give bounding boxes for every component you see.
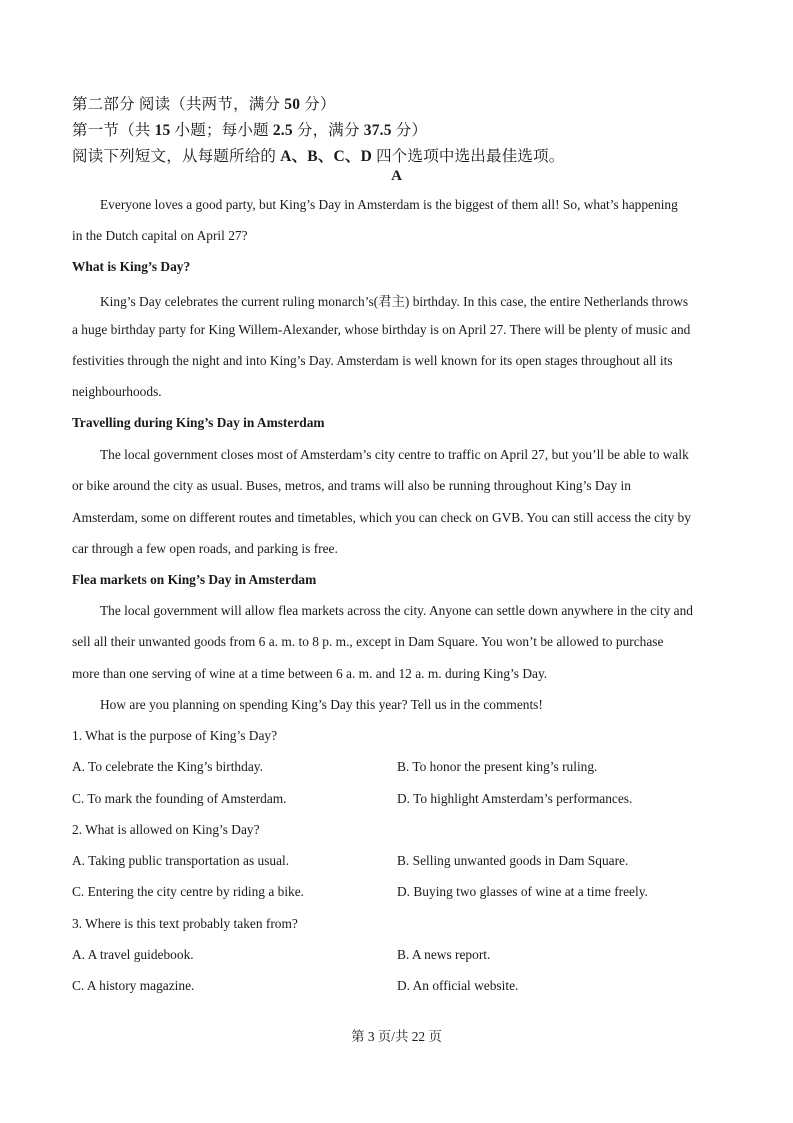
p3-line-2: sell all their unwanted goods from 6 a. m. to 8 p. m., except in Dam Square. You won’t be allowed to purchase <box>72 634 664 649</box>
part-heading-suffix: 分） <box>300 96 336 113</box>
instruction-options: A、B、C、D <box>280 148 373 165</box>
part-heading-text: 第二部分 阅读（共两节，满分 <box>72 96 285 113</box>
p2-line-3: Amsterdam, some on different routes and timetables, which you can check on GVB. You can still access the city by <box>72 510 691 525</box>
heading-flea-markets: Flea markets on King’s Day in Amsterdam <box>72 572 317 587</box>
instruction-text: 阅读下列短文，从每题所给的 <box>72 148 281 165</box>
section-per-question-score: 2.5 <box>272 122 293 139</box>
heading-travelling: Travelling during King’s Day in Amsterdam <box>72 415 325 430</box>
p1-line-3: festivities through the night and into King’s Day. Amsterdam is well known for its open stages throughout all its <box>72 353 673 368</box>
intro-line-2: in the Dutch capital on April 27? <box>72 228 248 243</box>
section-heading-text: 第一节（共 <box>72 122 155 139</box>
question-3-option-a: A. A travel guidebook. <box>72 947 194 962</box>
question-1-option-a: A. To celebrate the King’s birthday. <box>72 759 263 774</box>
section-heading <box>72 118 427 140</box>
closing-line: How are you planning on spending King’s Day this year? Tell us in the comments! <box>100 697 543 712</box>
heading-what-is-kings-day: What is King’s Day? <box>72 259 191 274</box>
part-heading <box>72 92 336 114</box>
p1-line-4: neighbourhoods. <box>72 384 162 399</box>
p2-line-4: car through a few open roads, and parking is free. <box>72 541 338 556</box>
passage-label: A <box>391 168 402 184</box>
question-2-option-d: D. Buying two glasses of wine at a time freely. <box>397 884 648 899</box>
intro-line-1: Everyone loves a good party, but King’s Day in Amsterdam is the biggest of them all! So, what’s happening <box>100 197 678 212</box>
instruction-text-2: 四个选项中选出最佳选项。 <box>372 148 565 165</box>
instruction-line <box>72 144 565 166</box>
page-number: 第 3 页/共 22 页 <box>351 1029 442 1044</box>
part-heading-score: 50 <box>284 96 301 113</box>
question-1-option-d: D. To highlight Amsterdam’s performances. <box>397 791 633 806</box>
p3-line-1: The local government will allow flea markets across the city. Anyone can settle down anywhere in the city and <box>100 603 693 618</box>
question-2-stem: 2. What is allowed on King’s Day? <box>72 822 260 837</box>
question-1-stem: 1. What is the purpose of King’s Day? <box>72 728 278 743</box>
question-1-option-c: C. To mark the founding of Amsterdam. <box>72 791 287 806</box>
p2-line-2: or bike around the city as usual. Buses, metros, and trams will also be running throughout King’s Day in <box>72 478 631 493</box>
section-heading-suffix: 分） <box>391 122 428 139</box>
p1-line-1: King’s Day celebrates the current ruling monarch’s(君主) birthday. In this case, the entire Netherlands throws <box>100 294 689 309</box>
p3-line-3: more than one serving of wine at a time between 6 a. m. and 12 a. m. during King’s Day. <box>72 666 548 681</box>
question-3-stem: 3. Where is this text probably taken from? <box>72 916 298 931</box>
question-3-option-b: B. A news report. <box>397 947 491 962</box>
section-heading-text-3: 分，满分 <box>292 122 364 139</box>
section-heading-text-2: 小题；每小题 <box>170 122 273 139</box>
question-3-option-c: C. A history magazine. <box>72 978 195 993</box>
p1-line-2: a huge birthday party for King Willem-Alexander, whose birthday is on April 27. There will be plenty of music and <box>72 322 691 337</box>
question-2-option-a: A. Taking public transportation as usual. <box>72 853 290 868</box>
question-1-option-b: B. To honor the present king’s ruling. <box>397 759 598 774</box>
p2-line-1: The local government closes most of Amsterdam’s city centre to traffic on April 27, but you’ll be able to walk <box>100 447 689 462</box>
question-2-option-c: C. Entering the city centre by riding a bike. <box>72 884 305 899</box>
section-total-score: 37.5 <box>363 122 392 139</box>
question-3-option-d: D. An official website. <box>397 978 519 993</box>
question-2-option-b: B. Selling unwanted goods in Dam Square. <box>397 853 629 868</box>
section-question-count: 15 <box>154 122 171 139</box>
